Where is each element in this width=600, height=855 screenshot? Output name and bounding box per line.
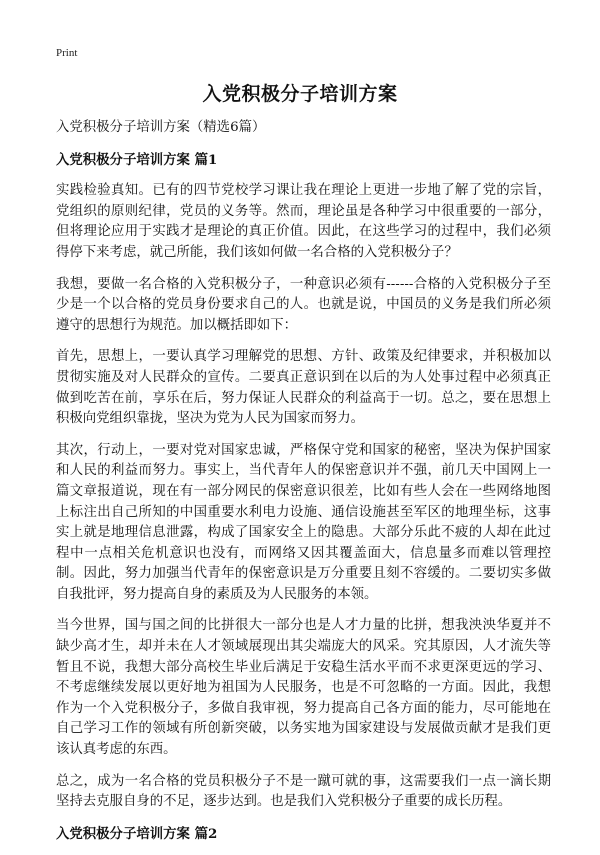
document-subtitle: 入党积极分子培训方案（精选6篇）	[56, 120, 266, 135]
print-link[interactable]: Print	[56, 47, 78, 59]
section-heading: 入党积极分子培训方案 篇2	[56, 825, 218, 842]
paragraph: 其次，行动上，一要对党对国家忠诚，严格保守党和国家的秘密，坚决为保护国家和人民的利益而努力。事实上，当代青年人的保密意识并不强，前几天中国网上一篇文章报道说，现在有一部分网民的保密意识很差，比如有些人会在一些网络地图上标注出自己所知的中国重要水利电力设施、通信设施甚至军区的地理坐标，这事实上就是地理信息泄露，构成了国家安全上的隐患。大部分乐此不疲的人却在此过程中一点相关危机意识也没有，而网络又因其覆盖面大，信息量多而难以管理控制。因此，努力加强当代青年的保密意识是万分重要且刻不容缓的。二要切实多做自我批评，努力提高自身的素质及为人民服务的本领。	[56, 442, 551, 602]
paragraph: 总之，成为一名合格的党员积极分子不是一蹴可就的事，这需要我们一点一滴长期坚持去克服自身的不足，逐步达到。也是我们入党积极分子重要的成长历程。	[56, 773, 551, 810]
paragraph: 实践检验真知。已有的四节党校学习课让我在理论上更进一步地了解了党的宗旨，党组织的原则纪律，党员的义务等。然而，理论虽是各种学习中很重要的一部分，但将理论应用于实践才是理论的真正价值。因此，在这些学习的过程中，我们必须得停下来考虑，就己所能，我们该如何做一名合格的入党积极分子？	[56, 183, 551, 260]
document-title: 入党积极分子培训方案	[202, 83, 398, 105]
paragraph: 首先，思想上，一要认真学习理解党的思想、方针、政策及纪律要求，并积极加以贯彻实施及对人民群众的宣传。二要真正意识到在以后的为人处事过程中必须真正做到吃苦在前，享乐在后，努力保证人民群众的利益高于一切。总之，要在思想上积极向党组织靠拢，坚决为党为人民为国家而努力。	[56, 349, 551, 427]
document-body	[56, 118, 551, 855]
paragraph: 当今世界，国与国之间的比拼很大一部分也是人才力量的比拼，想我泱泱华夏并不缺少高才生，却并未在人才领域展现出其尖端庞大的风采。究其原因，人才流失等暂且不说，我想大部分高校生毕业后满足于安稳生活水平而不求更深更远的学习、不考虑继续发展以更好地为祖国为人民服务，也是不可忽略的一方面。因此，我想作为一个入党积极分子，多做自我审视，努力提高自己各方面的能力，尽可能地在自己学习工作的领域有所创新突破，以务实地为国家建设与发展做贡献才是我们更该认真考虑的东西。	[56, 618, 551, 758]
paragraph: 我想，要做一名合格的入党积极分子，一种意识必须有------合格的入党积极分子至少是一个以合格的党员身份要求自己的人。也就是说，中国员的义务是我们所必须遵守的思想行为规范。加以概括即如下：	[56, 276, 551, 333]
section-heading: 入党积极分子培训方案 篇1	[56, 151, 218, 168]
